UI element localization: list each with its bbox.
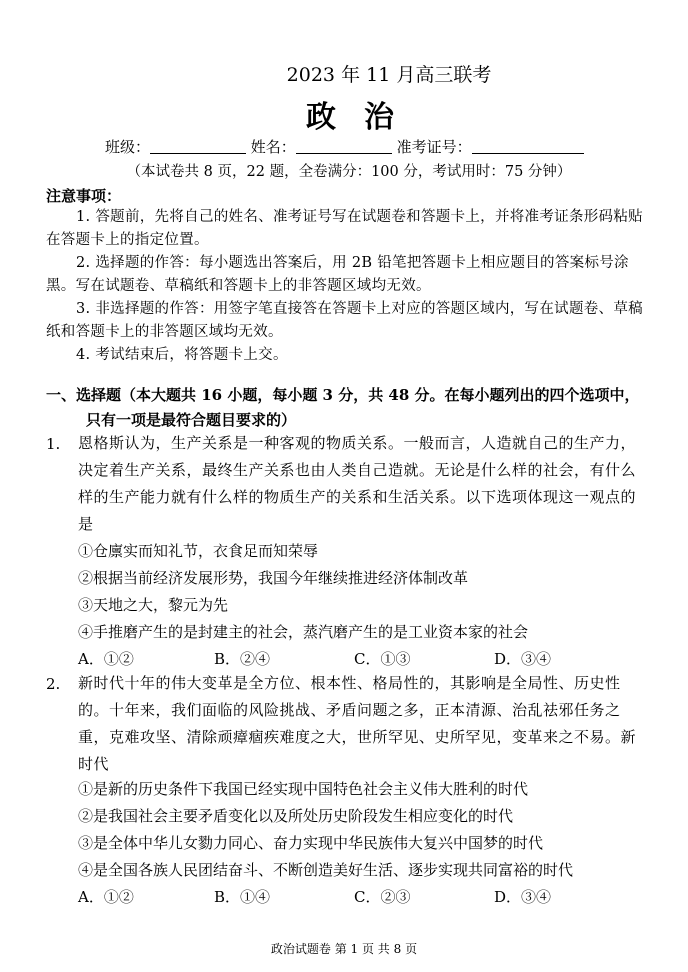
question-statement: ①是新的历史条件下我国已经实现中国特色社会主义伟大胜利的时代 [78, 780, 529, 798]
question-statement: ②是我国社会主要矛盾变化以及所处历史阶段发生相应变化的时代 [78, 807, 514, 825]
answer-option-c: C．①③ [354, 650, 411, 668]
section-heading-line2: 只有一项是最符合题目要求的） [86, 411, 297, 429]
answer-option-a: A．①② [78, 888, 134, 906]
question-statement: ④是全国各族人民团结奋斗、不断创造美好生活、逐步实现共同富裕的时代 [78, 861, 574, 879]
exam-id-label: 准考证号： [396, 138, 472, 156]
answer-option-a: A．①② [78, 650, 134, 668]
section-heading-line1: 一、选择题（本大题共 16 小题，每小题 3 分，共 48 分。在每小题列出的四个选项中， [46, 386, 640, 404]
notice-item: 2. 选择题的作答：每小题选出答案后，用 2B 铅笔把答题卡上相应题目的答案标号涂黑。写在试题卷、草稿纸和答题卡上的非答题区域均无效。 [46, 255, 629, 294]
subject-title: 政治 [306, 100, 422, 135]
question-stem: 恩格斯认为，生产关系是一种客观的物质关系。一般而言，人造就自己的生产力，决定着生产关系，最终生产关系也由人类自己造就。无论是什么样的社会，有什么样的生产能力就有什么样的物质生产的关系和生活关系。以下选项体现这一观点的是 [78, 434, 637, 533]
name-blank [296, 139, 392, 154]
question-statement: ③是全体中华儿女勠力同心、奋力实现中华民族伟大复兴中国梦的时代 [78, 834, 544, 852]
answer-option-d: D．③④ [494, 888, 552, 906]
section-heading [46, 383, 646, 433]
class-label: 班级： [105, 138, 151, 156]
question-statement: ②根据当前经济发展形势，我国今年继续推进经济体制改革 [78, 569, 469, 587]
question-statement: ①仓廪实而知礼节，衣食足而知荣辱 [78, 542, 319, 560]
answer-option-d: D．③④ [494, 650, 552, 668]
question-number: 2. [46, 675, 61, 693]
exam-title: 2023 年 11 月高三联考 [286, 64, 492, 86]
page-footer: 政治试题卷 第 1 页 共 8 页 [270, 942, 418, 956]
class-blank [150, 139, 246, 154]
question-number: 1. [46, 435, 61, 453]
notice-item: 3. 非选择题的作答：用签字笔直接答在答题卡上对应的答题区域内，写在试题卷、草稿纸和答题卡上的非答题区域均无效。 [46, 301, 643, 340]
question-stem: 新时代十年的伟大变革是全方位、根本性、格局性的，其影响是全局性、历史性的。十年来，我们面临的风险挑战、矛盾问题之多，正本清源、治乱祛邪任务之重，克难攻坚、清除顽瘴痼疾难度之大，世所罕见、史所罕见，变革来之不易。新时代 [78, 674, 637, 773]
exam-meta: （本试卷共 8 页，22 题，全卷满分：100 分，考试用时：75 分钟） [126, 164, 572, 180]
notice-item: 4. 考试结束后，将答题卡上交。 [76, 347, 288, 363]
question-statement: ③天地之大，黎元为先 [78, 596, 229, 614]
name-label: 姓名： [250, 138, 296, 156]
answer-option-c: C．②③ [354, 888, 411, 906]
notice-item: 1. 答题前，先将自己的姓名、准考证号写在试题卷和答题卡上，并将准考证条形码粘贴在答题卡上的指定位置。 [46, 209, 643, 248]
answer-option-b: B．②④ [214, 650, 271, 668]
question-statement: ④手推磨产生的是封建主的社会，蒸汽磨产生的是工业资本家的社会 [78, 623, 529, 641]
student-info-line [105, 136, 584, 157]
exam-id-blank [472, 139, 584, 154]
notice-heading: 注意事项： [46, 187, 122, 205]
answer-option-b: B．①④ [214, 888, 271, 906]
